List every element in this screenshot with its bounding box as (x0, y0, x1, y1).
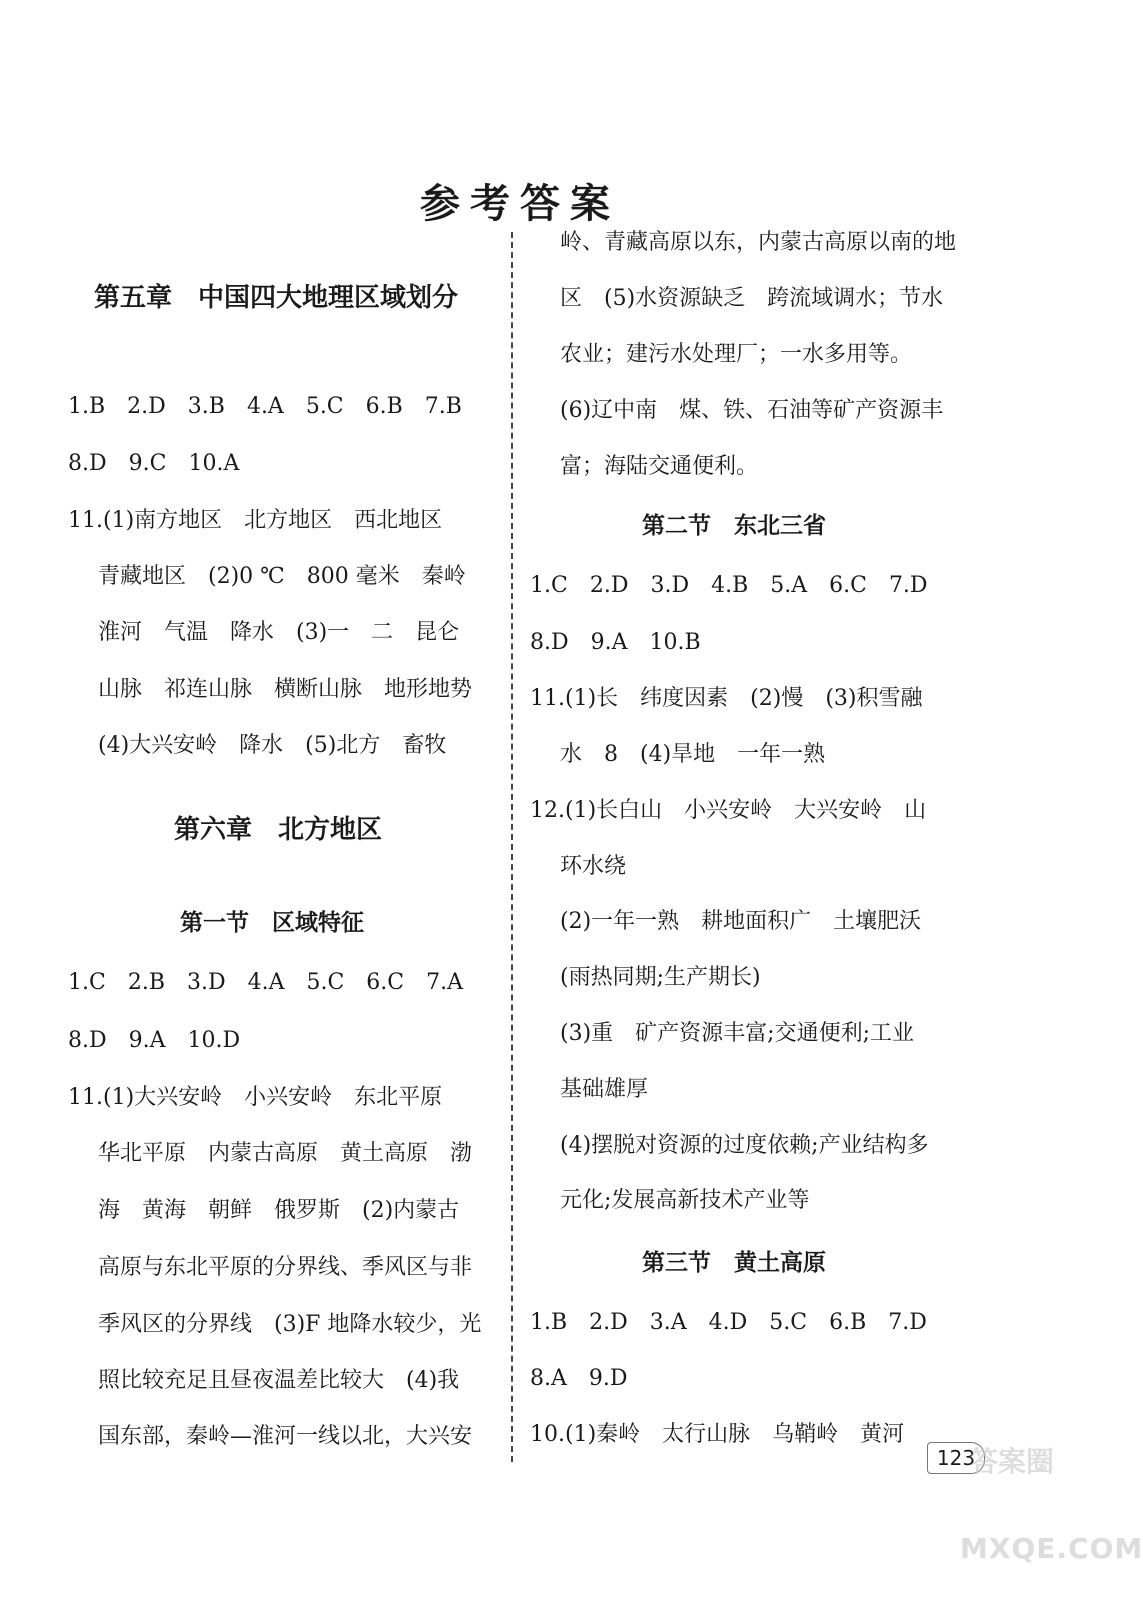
answer-line: 青藏地区 (2)0 ℃ 800 毫米 秦岭 (98, 564, 466, 589)
answer-line: 水 8 (4)旱地 一年一熟 (560, 742, 826, 767)
answer-line: 12.(1)长白山 小兴安岭 大兴安岭 山 (530, 798, 927, 823)
answer-line: (4)大兴安岭 降水 (5)北方 畜牧 (98, 733, 447, 758)
page-title: 参考答案 (420, 181, 620, 227)
answer-line: 1.B 2.D 3.A 4.D 5.C 6.B 7.D (530, 1310, 927, 1335)
answer-line: 8.A 9.D (530, 1366, 628, 1391)
answer-line: (3)重 矿产资源丰富;交通便利;工业 (560, 1021, 914, 1046)
watermark-logo: 答案圈 (970, 1445, 1055, 1478)
answer-line: 山脉 祁连山脉 横断山脉 地形地势 (98, 677, 473, 702)
watermark-url: MXQE.COM (960, 1532, 1143, 1565)
answer-line: 国东部，秦岭—淮河一线以北，大兴安 (98, 1424, 473, 1449)
answer-line: 11.(1)长 纬度因素 (2)慢 (3)积雪融 (530, 686, 923, 711)
answer-line: 1.C 2.B 3.D 4.A 5.C 6.C 7.A (68, 970, 464, 995)
answer-line: 11.(1)大兴安岭 小兴安岭 东北平原 (68, 1085, 443, 1110)
section-2-heading: 第二节 东北三省 (642, 513, 826, 539)
answer-line: 10.(1)秦岭 太行山脉 乌鞘岭 黄河 (530, 1422, 905, 1447)
answer-line: 11.(1)南方地区 北方地区 西北地区 (68, 508, 443, 533)
answer-line: 8.D 9.A 10.D (68, 1028, 241, 1053)
answer-line: 淮河 气温 降水 (3)一 二 昆仑 (98, 620, 460, 645)
answer-line: 元化;发展高新技术产业等 (560, 1188, 810, 1213)
answer-line: 富；海陆交通便利。 (560, 454, 759, 479)
answer-line: (6)辽中南 煤、铁、石油等矿产资源丰 (560, 398, 944, 423)
answer-line: 海 黄海 朝鲜 俄罗斯 (2)内蒙古 (98, 1198, 460, 1223)
answer-line: 1.B 2.D 3.B 4.A 5.C 6.B 7.B (68, 394, 462, 419)
answer-line: 基础雄厚 (560, 1077, 649, 1102)
answer-line: 环水绕 (560, 854, 627, 879)
answer-line: 照比较充足且昼夜温差比较大 (4)我 (98, 1368, 460, 1393)
answer-line: 8.D 9.A 10.B (530, 630, 701, 655)
answer-line: (雨热同期;生产期长) (560, 965, 761, 990)
section-3-heading: 第三节 黄土高原 (642, 1250, 826, 1276)
answer-line: 岭、青藏高原以东，内蒙古高原以南的地 (560, 230, 957, 255)
answer-line: 农业；建污水处理厂；一水多用等。 (560, 342, 913, 367)
answer-line: 区 (5)水资源缺乏 跨流域调水；节水 (560, 286, 944, 311)
answer-line: 华北平原 内蒙古高原 黄土高原 渤 (98, 1141, 473, 1166)
column-divider (511, 232, 513, 1462)
chapter-6-heading: 第六章 北方地区 (174, 815, 383, 845)
answer-line: 1.C 2.D 3.D 4.B 5.A 6.C 7.D (530, 573, 928, 598)
answer-line: 季风区的分界线 (3)F 地降水较少，光 (98, 1312, 482, 1337)
answer-line: (2)一年一熟 耕地面积广 土壤肥沃 (560, 909, 922, 934)
answer-line: 8.D 9.C 10.A (68, 451, 240, 476)
answer-line: 高原与东北平原的分界线、季风区与非 (98, 1255, 473, 1280)
answer-line: (4)摆脱对资源的过度依赖;产业结构多 (560, 1133, 929, 1158)
page-number: 123 (927, 1442, 985, 1474)
section-1-heading: 第一节 区域特征 (180, 910, 364, 936)
chapter-5-heading: 第五章 中国四大地理区域划分 (94, 283, 459, 313)
